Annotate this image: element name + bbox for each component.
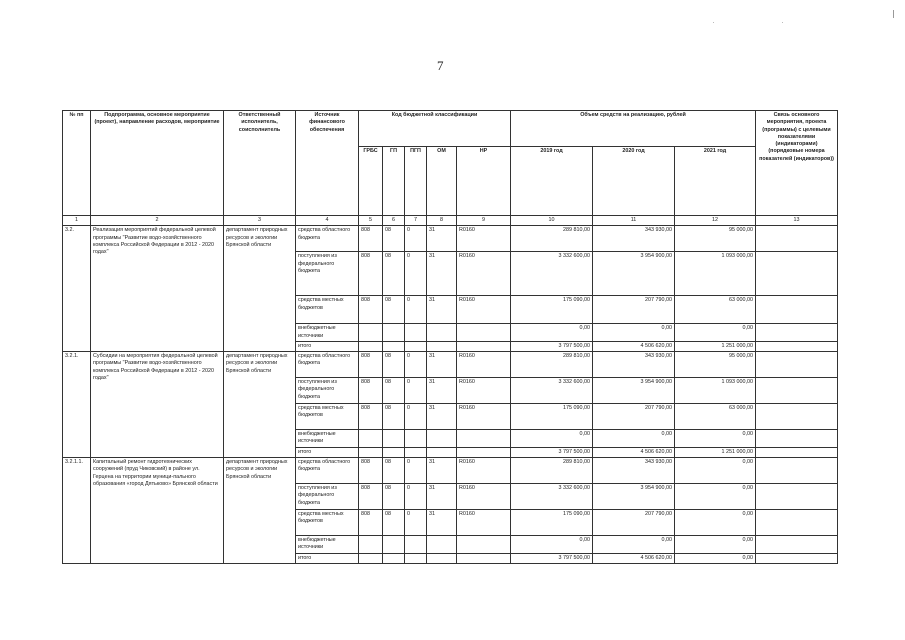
amount-2020: 0,00 (593, 430, 675, 448)
col-number: 3 (224, 216, 296, 226)
funding-source: поступления из федерального бюджета (296, 484, 359, 510)
indicator-link (756, 378, 838, 404)
item-name: Реализация мероприятий федеральной целевой программы "Развитие водо-хозяйственного комплекса Российской Федерации в 2012 - 2020 годах" (91, 226, 224, 352)
total-2021: 1 251 000,00 (675, 341, 756, 351)
col-number: 1 (63, 216, 91, 226)
code-nr (457, 447, 511, 457)
code-grbs: 808 (359, 404, 383, 430)
code-om (427, 447, 457, 457)
table-row (63, 352, 838, 378)
code-grbs: 808 (359, 352, 383, 378)
total-2020: 4 506 620,00 (593, 553, 675, 563)
header-no: № пп (63, 111, 91, 216)
amount-2020: 343 930,00 (593, 458, 675, 484)
code-om (427, 341, 457, 351)
amount-2019: 175 090,00 (511, 404, 593, 430)
item-name: Капитальный ремонт гидротехнических сооружений (пруд Чиковский) в районе ул. Герцена на территории муници-пального образования «город Дятьково» Брянской области (91, 458, 224, 564)
amount-2021: 1 093 000,00 (675, 252, 756, 296)
col-number: 13 (756, 216, 838, 226)
code-pgp (405, 447, 427, 457)
amount-2020: 3 954 900,00 (593, 378, 675, 404)
code-pgp (405, 341, 427, 351)
amount-2019: 3 332 600,00 (511, 252, 593, 296)
table-row (63, 226, 838, 252)
amount-2019: 0,00 (511, 536, 593, 554)
amount-2021: 1 093 000,00 (675, 378, 756, 404)
code-nr (457, 430, 511, 448)
amount-2020: 207 790,00 (593, 404, 675, 430)
indicator-link (756, 484, 838, 510)
indicator-link (756, 341, 838, 351)
code-gp (383, 447, 405, 457)
amount-2020: 0,00 (593, 536, 675, 554)
header-gp: ГП (383, 147, 405, 216)
code-gp: 08 (383, 226, 405, 252)
total-2020: 4 506 620,00 (593, 447, 675, 457)
code-pgp: 0 (405, 378, 427, 404)
header-responsible: Ответственный исполнитель, соисполнитель (224, 111, 296, 216)
amount-2019: 3 332 600,00 (511, 378, 593, 404)
code-pgp: 0 (405, 352, 427, 378)
funding-source: средства областного бюджета (296, 458, 359, 484)
table-body (63, 226, 838, 564)
code-grbs: 808 (359, 458, 383, 484)
code-om: 31 (427, 378, 457, 404)
code-gp (383, 536, 405, 554)
code-gp (383, 553, 405, 563)
code-grbs (359, 447, 383, 457)
funding-source: средства местных бюджетов (296, 510, 359, 536)
code-om: 31 (427, 296, 457, 324)
code-nr (457, 553, 511, 563)
funding-source: средства областного бюджета (296, 352, 359, 378)
indicator-link (756, 324, 838, 342)
code-om (427, 536, 457, 554)
total-2019: 3 797 500,00 (511, 341, 593, 351)
code-gp: 08 (383, 458, 405, 484)
code-gp: 08 (383, 252, 405, 296)
indicator-link (756, 404, 838, 430)
header-grbs: ГРБС (359, 147, 383, 216)
code-pgp: 0 (405, 296, 427, 324)
amount-2021: 0,00 (675, 430, 756, 448)
col-number: 4 (296, 216, 359, 226)
header-2020: 2020 год (593, 147, 675, 216)
column-number-row (63, 216, 838, 226)
code-pgp: 0 (405, 226, 427, 252)
item-number: 3.2.1. (63, 352, 91, 458)
code-om: 31 (427, 510, 457, 536)
table-row (63, 458, 838, 484)
code-om: 31 (427, 484, 457, 510)
code-om (427, 553, 457, 563)
code-gp: 08 (383, 404, 405, 430)
amount-2019: 3 332 600,00 (511, 484, 593, 510)
amount-2019: 175 090,00 (511, 510, 593, 536)
code-pgp (405, 324, 427, 342)
code-nr (457, 341, 511, 351)
header-pgp: ПГП (405, 147, 427, 216)
amount-2019: 289 810,00 (511, 458, 593, 484)
code-om (427, 324, 457, 342)
amount-2021: 95 000,00 (675, 352, 756, 378)
total-label: итого (296, 341, 359, 351)
amount-2020: 207 790,00 (593, 510, 675, 536)
scan-speck (713, 22, 714, 23)
amount-2021: 0,00 (675, 484, 756, 510)
code-nr: R0160 (457, 226, 511, 252)
col-number: 8 (427, 216, 457, 226)
code-om: 31 (427, 226, 457, 252)
header-subprogram: Подпрограмма, основное мероприятие (проект), направление расходов, мероприятие (91, 111, 224, 216)
col-number: 11 (593, 216, 675, 226)
code-grbs (359, 324, 383, 342)
indicator-link (756, 553, 838, 563)
code-gp (383, 341, 405, 351)
scan-edge-mark (893, 10, 894, 18)
scan-speck (782, 22, 783, 23)
amount-2020: 3 954 900,00 (593, 252, 675, 296)
code-pgp: 0 (405, 510, 427, 536)
item-responsible: департамент природных ресурсов и экологии Брянской области (224, 458, 296, 564)
budget-table (62, 110, 838, 564)
code-nr: R0160 (457, 352, 511, 378)
amount-2020: 343 930,00 (593, 226, 675, 252)
code-nr (457, 536, 511, 554)
header-2021: 2021 год (675, 147, 756, 216)
code-nr: R0160 (457, 404, 511, 430)
indicator-link (756, 296, 838, 324)
amount-2019: 289 810,00 (511, 352, 593, 378)
code-grbs (359, 536, 383, 554)
amount-2019: 0,00 (511, 324, 593, 342)
funding-source: средства местных бюджетов (296, 404, 359, 430)
code-pgp (405, 430, 427, 448)
code-pgp: 0 (405, 458, 427, 484)
header-link: Связь основного мероприятия, проекта (программы) с целевыми показателями (индикаторами) (порядковые номера показателей (индикаторов)) (756, 111, 838, 216)
code-grbs (359, 430, 383, 448)
col-number: 2 (91, 216, 224, 226)
code-gp: 08 (383, 352, 405, 378)
code-nr: R0160 (457, 484, 511, 510)
col-number: 7 (405, 216, 427, 226)
indicator-link (756, 458, 838, 484)
code-gp: 08 (383, 484, 405, 510)
col-number: 12 (675, 216, 756, 226)
indicator-link (756, 430, 838, 448)
funding-source: внебюджетные источники (296, 324, 359, 342)
header-2019: 2019 год (511, 147, 593, 216)
code-gp: 08 (383, 296, 405, 324)
code-grbs: 808 (359, 226, 383, 252)
code-om: 31 (427, 352, 457, 378)
code-om: 31 (427, 252, 457, 296)
item-name: Субсидии на мероприятия федеральной целевой программы "Развитие водо-хозяйственного комплекса Российской Федерации в 2012 - 2020 годах" (91, 352, 224, 458)
table-header (63, 111, 838, 226)
amount-2021: 63 000,00 (675, 296, 756, 324)
code-nr: R0160 (457, 296, 511, 324)
code-grbs: 808 (359, 510, 383, 536)
code-grbs (359, 553, 383, 563)
total-2021: 1 251 000,00 (675, 447, 756, 457)
amount-2019: 0,00 (511, 430, 593, 448)
code-gp (383, 430, 405, 448)
amount-2021: 0,00 (675, 324, 756, 342)
amount-2020: 3 954 900,00 (593, 484, 675, 510)
header-budget-code: Код бюджетной классификации (359, 111, 511, 147)
amount-2019: 289 810,00 (511, 226, 593, 252)
indicator-link (756, 226, 838, 252)
total-label: итого (296, 447, 359, 457)
code-pgp (405, 553, 427, 563)
col-number: 9 (457, 216, 511, 226)
funding-source: поступления из федерального бюджета (296, 378, 359, 404)
funding-source: средства местных бюджетов (296, 296, 359, 324)
code-om (427, 430, 457, 448)
funding-source: внебюджетные источники (296, 536, 359, 554)
code-nr: R0160 (457, 252, 511, 296)
total-2021: 0,00 (675, 553, 756, 563)
code-gp (383, 324, 405, 342)
code-pgp (405, 536, 427, 554)
code-grbs: 808 (359, 484, 383, 510)
code-nr: R0160 (457, 378, 511, 404)
indicator-link (756, 352, 838, 378)
code-pgp: 0 (405, 404, 427, 430)
code-pgp: 0 (405, 252, 427, 296)
page-number: 7 (437, 58, 444, 73)
code-nr (457, 324, 511, 342)
amount-2021: 0,00 (675, 458, 756, 484)
indicator-link (756, 447, 838, 457)
header-om: ОМ (427, 147, 457, 216)
col-number: 10 (511, 216, 593, 226)
code-pgp: 0 (405, 484, 427, 510)
code-gp: 08 (383, 510, 405, 536)
code-om: 31 (427, 404, 457, 430)
funding-source: внебюджетные источники (296, 430, 359, 448)
code-grbs: 808 (359, 252, 383, 296)
col-number: 6 (383, 216, 405, 226)
indicator-link (756, 510, 838, 536)
code-grbs (359, 341, 383, 351)
amount-2020: 207 790,00 (593, 296, 675, 324)
amount-2020: 343 930,00 (593, 352, 675, 378)
funding-source: поступления из федерального бюджета (296, 252, 359, 296)
total-2019: 3 797 500,00 (511, 447, 593, 457)
header-source: Источник финансового обеспечения (296, 111, 359, 216)
header-volume: Объем средств на реализацию, рублей (511, 111, 756, 147)
item-number: 3.2. (63, 226, 91, 352)
amount-2021: 0,00 (675, 510, 756, 536)
indicator-link (756, 536, 838, 554)
item-responsible: департамент природных ресурсов и экологии Брянской области (224, 226, 296, 352)
amount-2019: 175 090,00 (511, 296, 593, 324)
item-number: 3.2.1.1. (63, 458, 91, 564)
code-om: 31 (427, 458, 457, 484)
total-2019: 3 797 500,00 (511, 553, 593, 563)
code-gp: 08 (383, 378, 405, 404)
code-grbs: 808 (359, 296, 383, 324)
code-nr: R0160 (457, 510, 511, 536)
col-number: 5 (359, 216, 383, 226)
amount-2021: 0,00 (675, 536, 756, 554)
amount-2021: 63 000,00 (675, 404, 756, 430)
header-nr: НР (457, 147, 511, 216)
total-label: итого (296, 553, 359, 563)
total-2020: 4 506 620,00 (593, 341, 675, 351)
amount-2021: 95 000,00 (675, 226, 756, 252)
amount-2020: 0,00 (593, 324, 675, 342)
funding-source: средства областного бюджета (296, 226, 359, 252)
indicator-link (756, 252, 838, 296)
code-nr: R0160 (457, 458, 511, 484)
item-responsible: департамент природных ресурсов и экологии Брянской области (224, 352, 296, 458)
code-grbs: 808 (359, 378, 383, 404)
